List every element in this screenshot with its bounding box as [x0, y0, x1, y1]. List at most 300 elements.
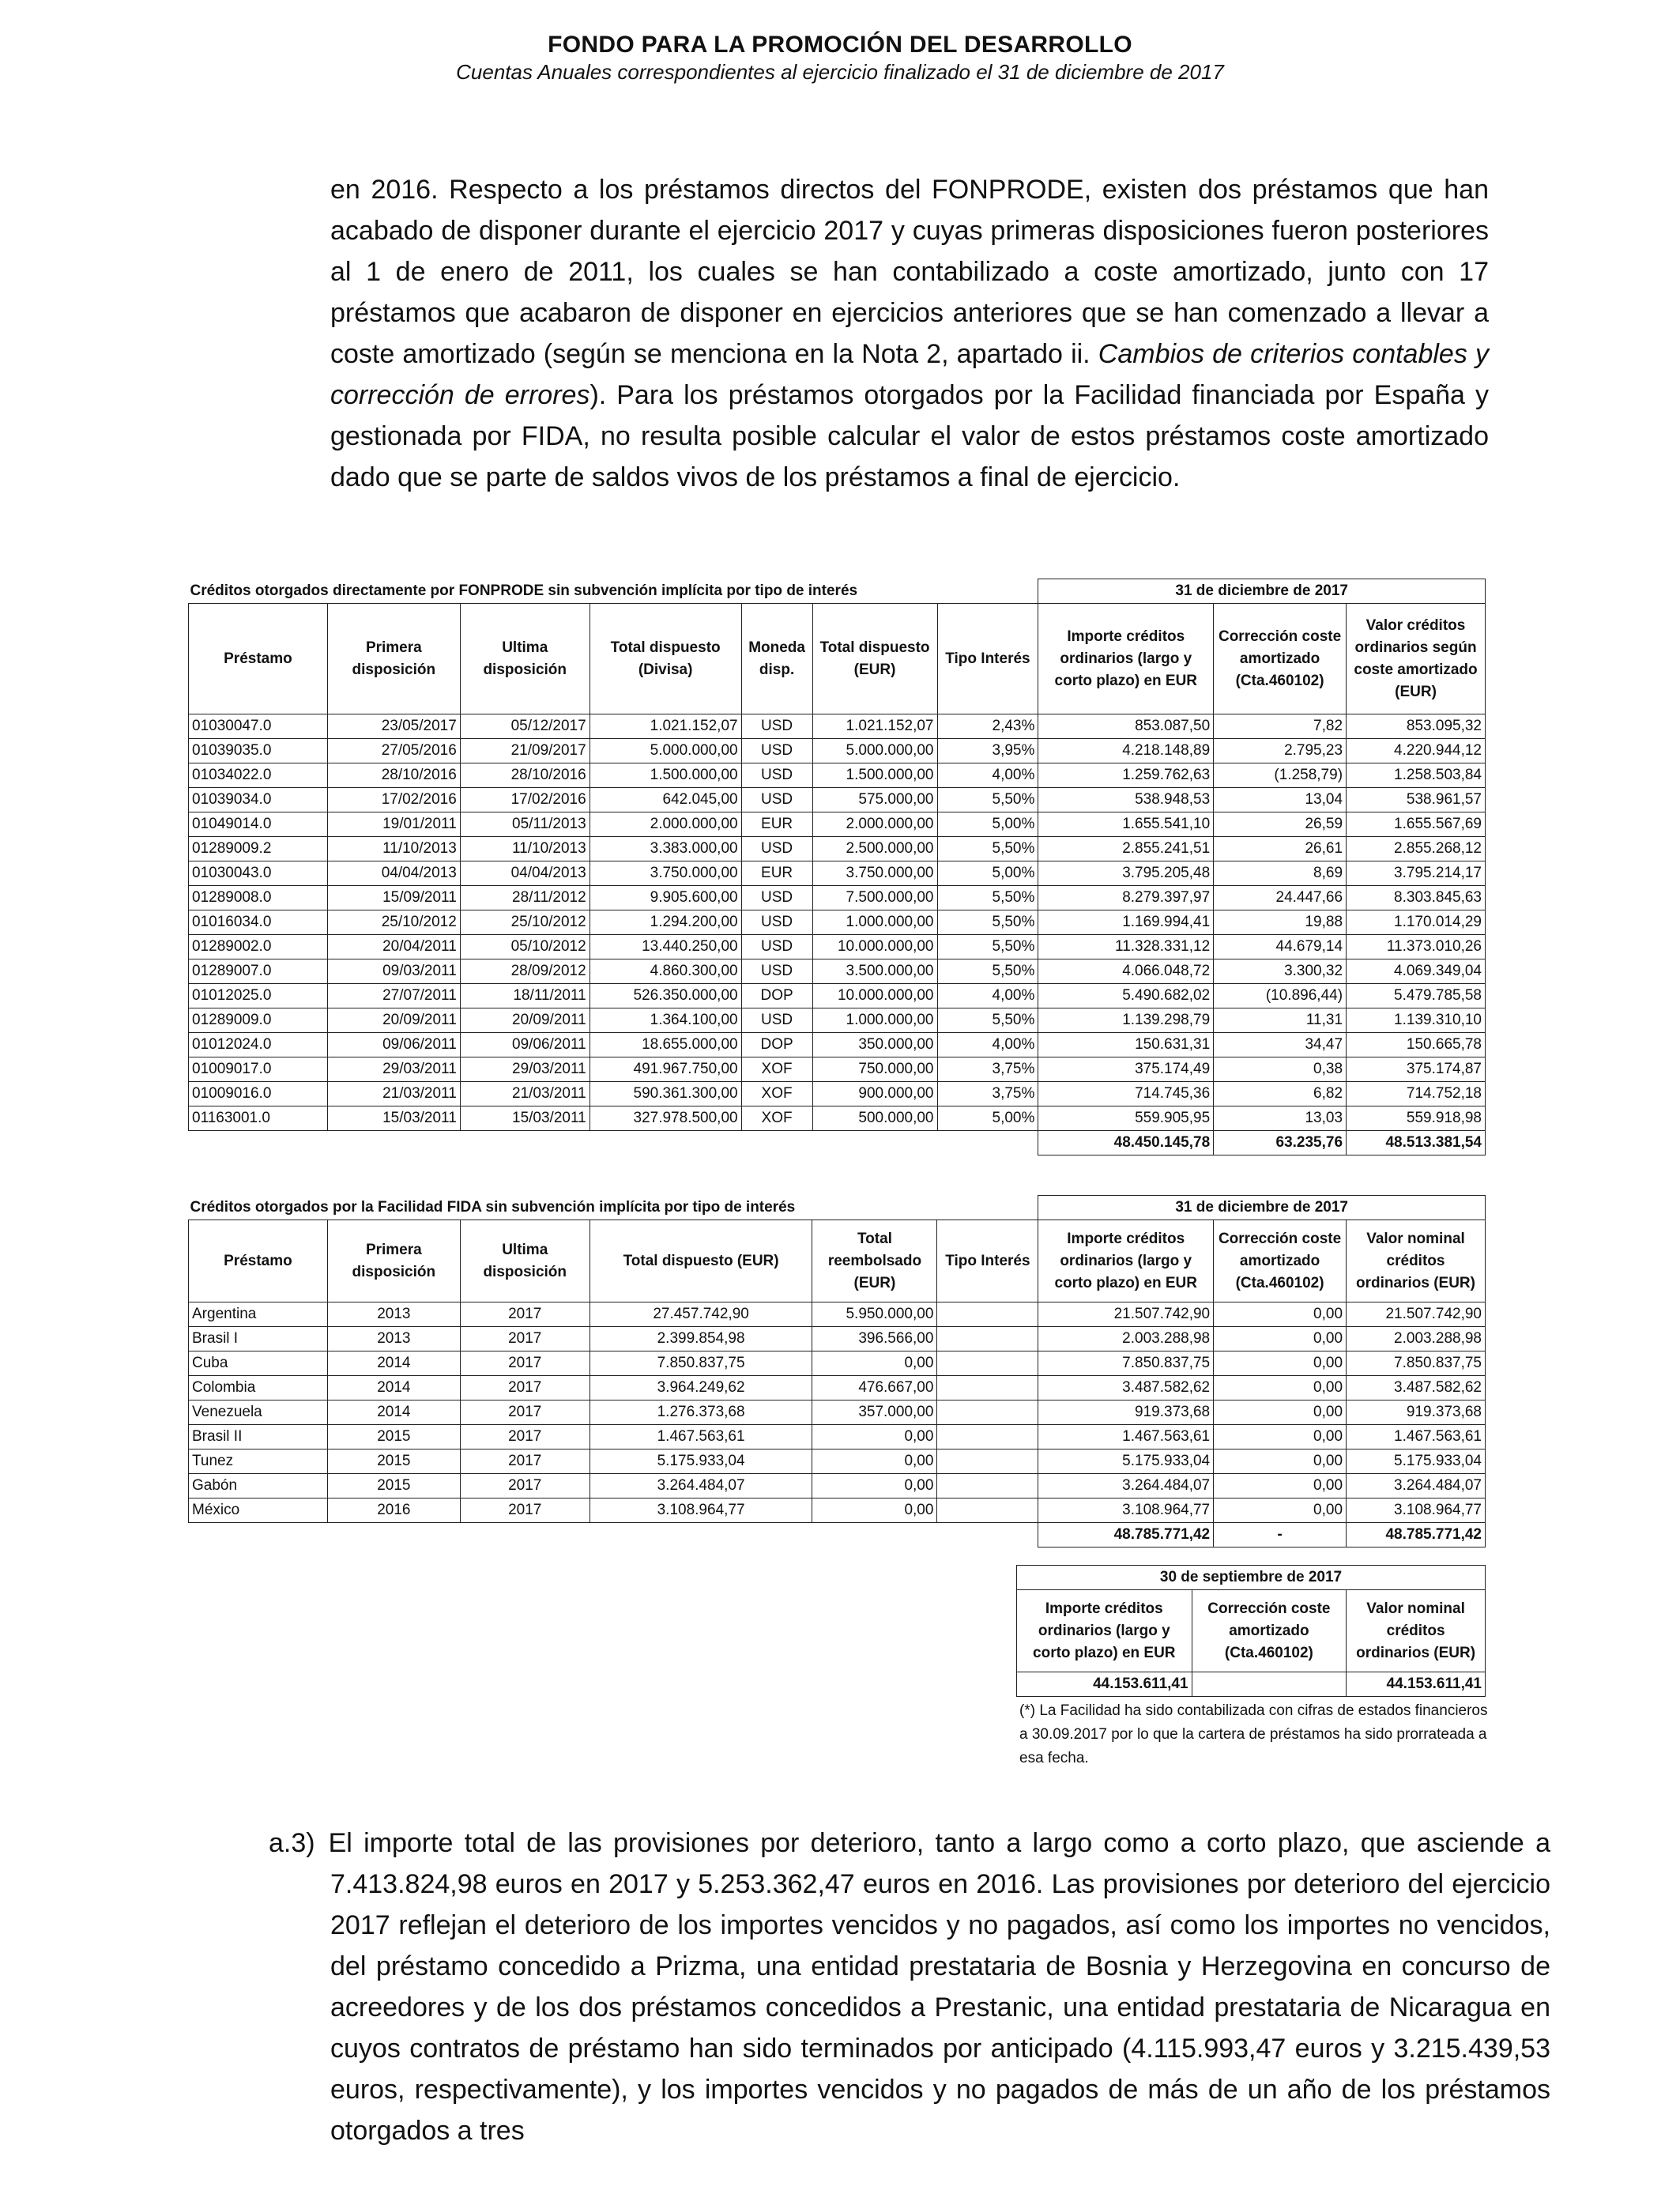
- table-cell: 25/10/2012: [460, 910, 590, 935]
- table-cell: 2.500.000,00: [812, 837, 937, 861]
- paragraph-intro-part2: ). Para los préstamos otorgados por la Facilidad financiada por España y gestionada por FIDA, no resulta posible calcular el valor de estos préstamos coste amortizado dado que se parte de saldos vivos de los préstamos a final de ejercicio.: [330, 380, 1489, 492]
- table-cell: Colombia: [189, 1376, 328, 1400]
- table-cell: 0,00: [812, 1351, 937, 1376]
- table-cell: 327.978.500,00: [590, 1106, 741, 1131]
- table-cell: 01163001.0: [189, 1106, 328, 1131]
- table-cell: 491.967.750,00: [590, 1057, 741, 1082]
- paragraph-intro-part1: en 2016. Respecto a los préstamos directos del FONPRODE, existen dos préstamos que han acabado de disponer durante el ejercicio 2017 y cuyas primeras disposiciones fueron posteriores al 1 de enero de 2011, los cuales se han contabilizado a coste amortizado, junto con 17 préstamos que acabaron de disponer en ejercicios anteriores que se han comenzado a llevar a coste amortizado (según se menciona en la Nota 2, apartado ii.: [330, 175, 1489, 369]
- table-cell: 3.795.205,48: [1038, 861, 1214, 886]
- table-cell: 28/10/2016: [327, 763, 460, 788]
- fida-table-caption: Créditos otorgados por la Facilidad FIDA sin subvención implícita por tipo de interés: [190, 1198, 796, 1216]
- table-cell: 0,00: [812, 1449, 937, 1474]
- table-cell: 21/03/2011: [460, 1082, 590, 1106]
- table-cell: 5,50%: [937, 1008, 1038, 1033]
- table-cell: 01009016.0: [189, 1082, 328, 1106]
- table-cell: 27.457.742,90: [590, 1302, 812, 1327]
- table-cell: 3.487.582,62: [1038, 1376, 1214, 1400]
- table-cell: 0,00: [1214, 1376, 1347, 1400]
- table-cell: 575.000,00: [812, 788, 937, 812]
- table-cell: USD: [741, 1008, 812, 1033]
- table-row: [189, 1498, 1486, 1523]
- table-cell: 1.258.503,84: [1347, 763, 1486, 788]
- table-cell: 4.069.349,04: [1347, 959, 1486, 984]
- table-cell: 25/10/2012: [327, 910, 460, 935]
- table-cell: 4.220.944,12: [1347, 739, 1486, 763]
- table-cell: 11,31: [1214, 1008, 1347, 1033]
- table-row: [189, 984, 1486, 1008]
- table-cell: 5,50%: [937, 910, 1038, 935]
- table-cell: (10.896,44): [1214, 984, 1347, 1008]
- table-cell: USD: [741, 788, 812, 812]
- table-cell: 2017: [460, 1351, 590, 1376]
- table-cell: 1.364.100,00: [590, 1008, 741, 1033]
- table-cell: [937, 1351, 1038, 1376]
- table-cell: 590.361.300,00: [590, 1082, 741, 1106]
- table-cell: [937, 1376, 1038, 1400]
- fida-col-header: Préstamo: [189, 1220, 328, 1302]
- table-cell: 1.500.000,00: [812, 763, 937, 788]
- table-cell: 18/11/2011: [460, 984, 590, 1008]
- table-cell: 2017: [460, 1425, 590, 1449]
- table-cell: 29/03/2011: [327, 1057, 460, 1082]
- table-cell: 0,00: [1214, 1400, 1347, 1425]
- table-cell: (1.258,79): [1214, 763, 1347, 788]
- table-cell: 3.264.484,07: [590, 1474, 812, 1498]
- table-cell: 714.752,18: [1347, 1082, 1486, 1106]
- table-cell: 1.000.000,00: [812, 1008, 937, 1033]
- table-cell: 2014: [327, 1376, 460, 1400]
- table-cell: 0,00: [1214, 1474, 1347, 1498]
- table-cell: 13,04: [1214, 788, 1347, 812]
- table-cell: 900.000,00: [812, 1082, 937, 1106]
- table-cell: EUR: [741, 812, 812, 837]
- table-cell: 15/03/2011: [327, 1106, 460, 1131]
- table-cell: 1.276.373,68: [590, 1400, 812, 1425]
- table-cell: [937, 1449, 1038, 1474]
- table-cell: 19,88: [1214, 910, 1347, 935]
- table-cell: 2017: [460, 1400, 590, 1425]
- table-row: [189, 1376, 1486, 1400]
- table-cell: 2017: [460, 1449, 590, 1474]
- table-cell: 750.000,00: [812, 1057, 937, 1082]
- table-cell: 4,00%: [937, 763, 1038, 788]
- table-cell: 01009017.0: [189, 1057, 328, 1082]
- table-cell: 2.855.241,51: [1038, 837, 1214, 861]
- table-cell: 8.303.845,63: [1347, 886, 1486, 910]
- table-cell: 20/04/2011: [327, 935, 460, 959]
- table-cell: 04/04/2013: [460, 861, 590, 886]
- table-cell: 1.021.152,07: [590, 714, 741, 739]
- table-cell: 2.003.288,98: [1347, 1327, 1486, 1351]
- table-cell: 1.467.563,61: [1347, 1425, 1486, 1449]
- table-cell: 2.399.854,98: [590, 1327, 812, 1351]
- table-row: [189, 788, 1486, 812]
- fonprode-total-cell: 63.235,76: [1214, 1131, 1347, 1155]
- table-cell: 2.000.000,00: [590, 812, 741, 837]
- table-cell: 2015: [327, 1449, 460, 1474]
- table-cell: 28/10/2016: [460, 763, 590, 788]
- table-cell: 7.850.837,75: [1038, 1351, 1214, 1376]
- table-cell: 4,00%: [937, 984, 1038, 1008]
- table-cell: 0,38: [1214, 1057, 1347, 1082]
- table-cell: 26,61: [1214, 837, 1347, 861]
- table-cell: USD: [741, 959, 812, 984]
- table-cell: 9.905.600,00: [590, 886, 741, 910]
- table-cell: 1.021.152,07: [812, 714, 937, 739]
- table-cell: 01289002.0: [189, 935, 328, 959]
- table-cell: 5.950.000,00: [812, 1302, 937, 1327]
- table-cell: Brasil I: [189, 1327, 328, 1351]
- table-cell: 7.500.000,00: [812, 886, 937, 910]
- table-cell: 44.679,14: [1214, 935, 1347, 959]
- table-cell: 20/09/2011: [327, 1008, 460, 1033]
- fida-note: (*) La Facilidad ha sido contabilizada con cifras de estados financieros a 30.09.2017 por lo que la cartera de préstamos ha sido prorrateada a esa fecha.: [1019, 1702, 1488, 1766]
- september-col-header: Corrección coste amortizado (Cta.460102): [1192, 1590, 1347, 1672]
- table-cell: 01030043.0: [189, 861, 328, 886]
- table-row: [189, 959, 1486, 984]
- table-cell: 3,75%: [937, 1057, 1038, 1082]
- table-cell: 2017: [460, 1327, 590, 1351]
- table-cell: 2017: [460, 1376, 590, 1400]
- table-cell: 559.918,98: [1347, 1106, 1486, 1131]
- table-row: [189, 739, 1486, 763]
- table-cell: 2,43%: [937, 714, 1038, 739]
- table-row: [189, 1400, 1486, 1425]
- table-cell: Venezuela: [189, 1400, 328, 1425]
- fida-col-header: Tipo Interés: [937, 1220, 1038, 1302]
- table-cell: 0,00: [1214, 1351, 1347, 1376]
- table-row: [189, 1474, 1486, 1498]
- table-cell: 5,50%: [937, 959, 1038, 984]
- september-date-header: 30 de septiembre de 2017: [1017, 1566, 1486, 1590]
- table-cell: 17/02/2016: [460, 788, 590, 812]
- table-cell: 1.467.563,61: [590, 1425, 812, 1449]
- table-cell: 26,59: [1214, 812, 1347, 837]
- table-cell: 10.000.000,00: [812, 984, 937, 1008]
- table-cell: USD: [741, 739, 812, 763]
- table-cell: 05/12/2017: [460, 714, 590, 739]
- table-cell: 01039035.0: [189, 739, 328, 763]
- table-cell: XOF: [741, 1057, 812, 1082]
- table-cell: 3.108.964,77: [590, 1498, 812, 1523]
- table-cell: 375.174,49: [1038, 1057, 1214, 1082]
- fida-date-header: 31 de diciembre de 2017: [1038, 1196, 1486, 1220]
- fonprode-col-header: Tipo Interés: [937, 604, 1038, 714]
- table-cell: 0,00: [812, 1425, 937, 1449]
- table-cell: 15/03/2011: [460, 1106, 590, 1131]
- table-cell: EUR: [741, 861, 812, 886]
- table-cell: 01289009.2: [189, 837, 328, 861]
- table-row: [189, 1351, 1486, 1376]
- table-cell: 13,03: [1214, 1106, 1347, 1131]
- fida-col-header: Total dispuesto (EUR): [590, 1220, 812, 1302]
- table-row: [189, 1106, 1486, 1131]
- september-col-header: Valor nominal créditos ordinarios (EUR): [1347, 1590, 1486, 1672]
- table-cell: 714.745,36: [1038, 1082, 1214, 1106]
- table-cell: 642.045,00: [590, 788, 741, 812]
- table-cell: 18.655.000,00: [590, 1033, 741, 1057]
- table-cell: 2014: [327, 1351, 460, 1376]
- page-header-subtitle: Cuentas Anuales correspondientes al ejercicio finalizado el 31 de diciembre de 2017: [456, 60, 1224, 84]
- table-cell: 23/05/2017: [327, 714, 460, 739]
- table-cell: 0,00: [1214, 1425, 1347, 1449]
- table-cell: 27/07/2011: [327, 984, 460, 1008]
- table-cell: 1.259.762,63: [1038, 763, 1214, 788]
- table-cell: USD: [741, 837, 812, 861]
- table-cell: 2017: [460, 1302, 590, 1327]
- table-cell: 6,82: [1214, 1082, 1347, 1106]
- paragraph-a3: a.3) El importe total de las provisiones por deterioro, tanto a largo como a corto plazo, que asciende a 7.413.824,98 euros en 2017 y 5.253.362,47 euros en 2016. Las provisiones por deterioro del ejercicio 2017 reflejan el deterioro de los importes vencidos y no pagados, así como los importes no vencidos, del préstamo concedido a Prizma, una entidad prestataria de Bosnia y Herzegovina en concurso de acreedores y de los dos préstamos concedidos a Prestanic, una entidad prestataria de Nicaragua en cuyos contratos de préstamo han sido terminados por anticipado (4.115.993,47 euros y 3.215.439,53 euros, respectivamente), y los importes vencidos y no pagados de más de un año de los préstamos otorgados a tres: [269, 1828, 1550, 2146]
- september-total-cell: 44.153.611,41: [1017, 1672, 1192, 1697]
- table-cell: 01012025.0: [189, 984, 328, 1008]
- table-cell: 1.139.310,10: [1347, 1008, 1486, 1033]
- table-cell: 1.139.298,79: [1038, 1008, 1214, 1033]
- fida-col-header: Valor nominal créditos ordinarios (EUR): [1347, 1220, 1486, 1302]
- table-cell: 01034022.0: [189, 763, 328, 788]
- fonprode-total-cell: 48.513.381,54: [1347, 1131, 1486, 1155]
- fonprode-total-cell: 48.450.145,78: [1038, 1131, 1214, 1155]
- fida-total-cell: 48.785.771,42: [1038, 1523, 1214, 1547]
- table-cell: 150.631,31: [1038, 1033, 1214, 1057]
- table-cell: 396.566,00: [812, 1327, 937, 1351]
- table-cell: 09/06/2011: [460, 1033, 590, 1057]
- table-row: [189, 812, 1486, 837]
- table-cell: 1.655.541,10: [1038, 812, 1214, 837]
- table-cell: 01030047.0: [189, 714, 328, 739]
- table-cell: USD: [741, 714, 812, 739]
- table-cell: 21/09/2017: [460, 739, 590, 763]
- table-cell: 3.108.964,77: [1038, 1498, 1214, 1523]
- table-row: [189, 910, 1486, 935]
- table-cell: 5,50%: [937, 935, 1038, 959]
- table-cell: Cuba: [189, 1351, 328, 1376]
- fonprode-col-header: Total dispuesto (EUR): [812, 604, 937, 714]
- table-cell: [937, 1400, 1038, 1425]
- fida-total-cell: -: [1214, 1523, 1347, 1547]
- table-cell: 1.500.000,00: [590, 763, 741, 788]
- table-row: [189, 861, 1486, 886]
- table-cell: 375.174,87: [1347, 1057, 1486, 1082]
- table-cell: USD: [741, 886, 812, 910]
- paragraph-intro: [330, 169, 1489, 498]
- fonprode-col-header: Primera disposición: [327, 604, 460, 714]
- table-cell: 853.095,32: [1347, 714, 1486, 739]
- table-cell: 2.795,23: [1214, 739, 1347, 763]
- table-cell: 28/11/2012: [460, 886, 590, 910]
- table-cell: 3.487.582,62: [1347, 1376, 1486, 1400]
- fida-col-header: Importe créditos ordinarios (largo y corto plazo) en EUR: [1038, 1220, 1214, 1302]
- table-cell: 0,00: [1214, 1449, 1347, 1474]
- table-cell: 919.373,68: [1347, 1400, 1486, 1425]
- paragraph-intro-italic: Cambios de criterios contables y corrección de errores: [330, 339, 1489, 410]
- table-cell: 5,50%: [937, 837, 1038, 861]
- table-cell: 05/11/2013: [460, 812, 590, 837]
- table-cell: XOF: [741, 1082, 812, 1106]
- table-cell: 09/03/2011: [327, 959, 460, 984]
- table-cell: 500.000,00: [812, 1106, 937, 1131]
- table-cell: 538.961,57: [1347, 788, 1486, 812]
- september-total-cell: 44.153.611,41: [1347, 1672, 1486, 1697]
- table-cell: 0,00: [812, 1498, 937, 1523]
- table-row: [189, 1008, 1486, 1033]
- table-cell: 20/09/2011: [460, 1008, 590, 1033]
- fonprode-col-header: Valor créditos ordinarios según coste amortizado (EUR): [1347, 604, 1486, 714]
- fonprode-col-header: Importe créditos ordinarios (largo y corto plazo) en EUR: [1038, 604, 1214, 714]
- table-cell: 350.000,00: [812, 1033, 937, 1057]
- table-cell: 4.066.048,72: [1038, 959, 1214, 984]
- table-cell: 3.750.000,00: [590, 861, 741, 886]
- table-cell: [937, 1425, 1038, 1449]
- table-cell: 2017: [460, 1474, 590, 1498]
- table-cell: 01039034.0: [189, 788, 328, 812]
- table-cell: 3.964.249,62: [590, 1376, 812, 1400]
- september-total-cell: [1192, 1672, 1347, 1697]
- table-row: [189, 886, 1486, 910]
- table-cell: 19/01/2011: [327, 812, 460, 837]
- table-cell: 2017: [460, 1498, 590, 1523]
- table-cell: Gabón: [189, 1474, 328, 1498]
- table-cell: 2015: [327, 1425, 460, 1449]
- table-cell: USD: [741, 763, 812, 788]
- fonprode-col-header: Total dispuesto (Divisa): [590, 604, 741, 714]
- september-col-header: Importe créditos ordinarios (largo y corto plazo) en EUR: [1017, 1590, 1192, 1672]
- table-cell: 04/04/2013: [327, 861, 460, 886]
- table-cell: 29/03/2011: [460, 1057, 590, 1082]
- table-row: [189, 763, 1486, 788]
- fida-col-header: Primera disposición: [327, 1220, 460, 1302]
- table-row: [189, 1449, 1486, 1474]
- table-cell: 5.000.000,00: [590, 739, 741, 763]
- table-cell: 3.264.484,07: [1347, 1474, 1486, 1498]
- table-cell: 5.175.933,04: [1038, 1449, 1214, 1474]
- table-cell: 7.850.837,75: [1347, 1351, 1486, 1376]
- table-cell: 5,50%: [937, 886, 1038, 910]
- table-cell: 5,50%: [937, 788, 1038, 812]
- table-cell: 2.003.288,98: [1038, 1327, 1214, 1351]
- table-cell: 8,69: [1214, 861, 1347, 886]
- table-cell: 3,75%: [937, 1082, 1038, 1106]
- table-cell: USD: [741, 935, 812, 959]
- table-cell: [937, 1302, 1038, 1327]
- table-cell: 2013: [327, 1302, 460, 1327]
- table-cell: 27/05/2016: [327, 739, 460, 763]
- table-cell: 1.000.000,00: [812, 910, 937, 935]
- table-cell: 01289008.0: [189, 886, 328, 910]
- fida-col-header: Total reembolsado (EUR): [812, 1220, 937, 1302]
- fida-loans-table: [188, 1195, 1486, 1547]
- table-cell: 21.507.742,90: [1347, 1302, 1486, 1327]
- table-cell: USD: [741, 910, 812, 935]
- table-cell: 0,00: [812, 1474, 937, 1498]
- table-cell: 5,00%: [937, 1106, 1038, 1131]
- table-cell: 01289009.0: [189, 1008, 328, 1033]
- table-cell: 11.328.331,12: [1038, 935, 1214, 959]
- table-cell: 150.665,78: [1347, 1033, 1486, 1057]
- table-cell: 1.170.014,29: [1347, 910, 1486, 935]
- table-cell: 10.000.000,00: [812, 935, 937, 959]
- table-cell: 0,00: [1214, 1302, 1347, 1327]
- table-cell: 2016: [327, 1498, 460, 1523]
- fonprode-loans-table: [188, 579, 1486, 1155]
- table-cell: 5.175.933,04: [1347, 1449, 1486, 1474]
- table-cell: 5.175.933,04: [590, 1449, 812, 1474]
- table-cell: 919.373,68: [1038, 1400, 1214, 1425]
- fida-total-cell: 48.785.771,42: [1347, 1523, 1486, 1547]
- fonprode-col-header: Préstamo: [189, 604, 328, 714]
- table-cell: XOF: [741, 1106, 812, 1131]
- table-cell: 11.373.010,26: [1347, 935, 1486, 959]
- table-cell: 21.507.742,90: [1038, 1302, 1214, 1327]
- table-cell: 28/09/2012: [460, 959, 590, 984]
- table-cell: 13.440.250,00: [590, 935, 741, 959]
- table-cell: 11/10/2013: [327, 837, 460, 861]
- table-cell: 0,00: [1214, 1327, 1347, 1351]
- table-cell: 0,00: [1214, 1498, 1347, 1523]
- table-cell: 8.279.397,97: [1038, 886, 1214, 910]
- table-cell: 1.169.994,41: [1038, 910, 1214, 935]
- table-cell: 17/02/2016: [327, 788, 460, 812]
- table-cell: 538.948,53: [1038, 788, 1214, 812]
- table-cell: México: [189, 1498, 328, 1523]
- fonprode-col-header: Corrección coste amortizado (Cta.460102): [1214, 604, 1347, 714]
- table-cell: 476.667,00: [812, 1376, 937, 1400]
- table-cell: 01012024.0: [189, 1033, 328, 1057]
- table-cell: 2013: [327, 1327, 460, 1351]
- table-cell: 3.795.214,17: [1347, 861, 1486, 886]
- table-cell: 3.383.000,00: [590, 837, 741, 861]
- table-row: [189, 1082, 1486, 1106]
- table-cell: 2.855.268,12: [1347, 837, 1486, 861]
- table-cell: Brasil II: [189, 1425, 328, 1449]
- table-row: [189, 1327, 1486, 1351]
- table-row: [189, 714, 1486, 739]
- table-cell: 526.350.000,00: [590, 984, 741, 1008]
- table-cell: 3.500.000,00: [812, 959, 937, 984]
- table-row: [189, 1057, 1486, 1082]
- table-cell: 5,00%: [937, 812, 1038, 837]
- table-cell: 5.000.000,00: [812, 739, 937, 763]
- table-cell: 4.218.148,89: [1038, 739, 1214, 763]
- table-cell: 3.264.484,07: [1038, 1474, 1214, 1498]
- table-cell: 1.294.200,00: [590, 910, 741, 935]
- fida-col-header: Corrección coste amortizado (Cta.460102): [1214, 1220, 1347, 1302]
- table-cell: 3.750.000,00: [812, 861, 937, 886]
- table-cell: 4.860.300,00: [590, 959, 741, 984]
- table-cell: 24.447,66: [1214, 886, 1347, 910]
- table-cell: 5,00%: [937, 861, 1038, 886]
- table-cell: 1.467.563,61: [1038, 1425, 1214, 1449]
- fida-september-table: [1016, 1565, 1486, 1697]
- table-cell: 5.490.682,02: [1038, 984, 1214, 1008]
- table-row: [189, 935, 1486, 959]
- table-cell: [937, 1327, 1038, 1351]
- table-row: [189, 1033, 1486, 1057]
- table-cell: DOP: [741, 984, 812, 1008]
- table-cell: 05/10/2012: [460, 935, 590, 959]
- table-cell: 5.479.785,58: [1347, 984, 1486, 1008]
- table-cell: 1.655.567,69: [1347, 812, 1486, 837]
- table-row: [189, 837, 1486, 861]
- table-cell: 7,82: [1214, 714, 1347, 739]
- table-cell: 01016034.0: [189, 910, 328, 935]
- table-cell: DOP: [741, 1033, 812, 1057]
- table-cell: Tunez: [189, 1449, 328, 1474]
- table-cell: 3.108.964,77: [1347, 1498, 1486, 1523]
- table-cell: 559.905,95: [1038, 1106, 1214, 1131]
- fonprode-table-caption: Créditos otorgados directamente por FONPRODE sin subvención implícita por tipo de interés: [190, 582, 858, 599]
- table-cell: 15/09/2011: [327, 886, 460, 910]
- table-row: [189, 1302, 1486, 1327]
